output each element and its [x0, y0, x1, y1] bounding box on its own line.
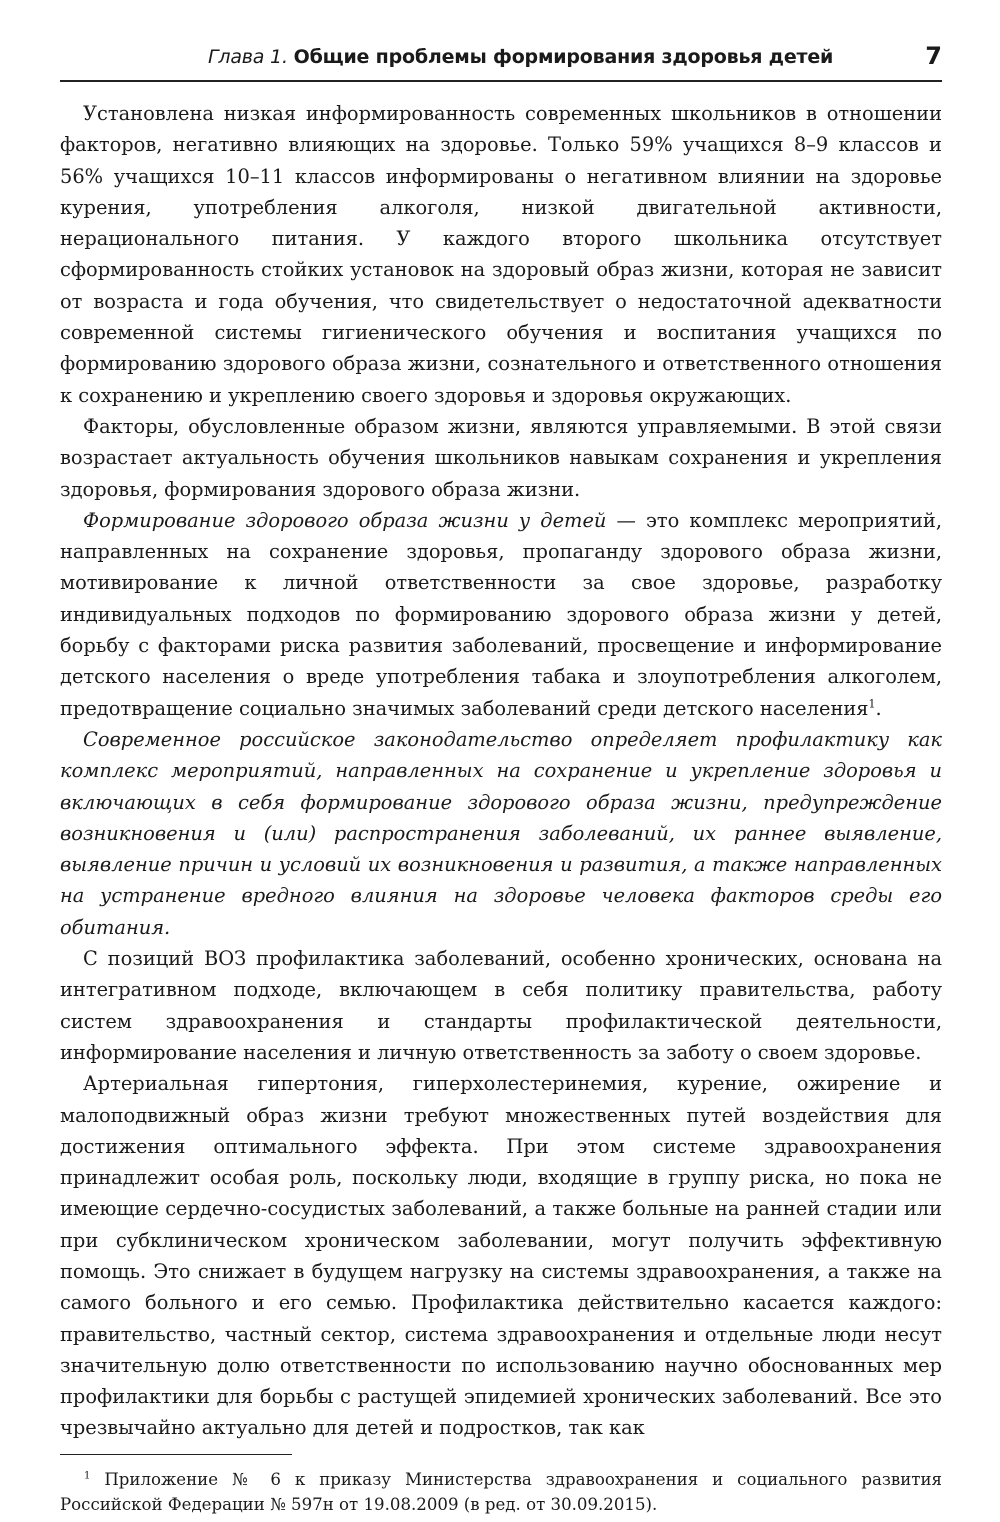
paragraph-3-definition	[60, 505, 942, 724]
paragraph-2	[60, 411, 942, 505]
paragraph-6	[60, 1068, 942, 1444]
defined-term: Формирование здорового образа жизни у детей	[83, 508, 607, 532]
book-page	[60, 40, 942, 1514]
footnote-text: Приложение № 6 к приказу Министерства здравоохранения и социального развития Российской Федерации № 597н от 19.08.2009 (в ред. от 30.09.2015).	[60, 1469, 942, 1514]
footnote-divider	[60, 1454, 292, 1455]
footnote-1	[60, 1467, 942, 1517]
chapter-number: Глава 1.	[208, 46, 288, 68]
running-header	[60, 40, 942, 82]
paragraph-text: Факторы, обусловленные образом жизни, являются управляемыми. В этой связи возрастает актуальность обучения школьников навыкам сохранения и укрепления здоровья, формирования здорового образа жизни.	[60, 414, 942, 501]
paragraph-text: Артериальная гипертония, гиперхолестеринемия, курение, ожирение и малоподвижный образ жизни требуют множественных путей воздействия для достижения оптимального эффекта. При этом системе здравоохранения принадлежит особая роль, поскольку люди, входящие в группу риска, но пока не имеющие сердечно-сосудистых заболеваний, а также больные на ранней стадии или при субклиническом хроническом заболевании, могут получить эффективную помощь. Это снижает в будущем нагрузку на системы здравоохранения, а также на самого больного и его семью. Профилактика действительно касается каждого: правительство, частный сектор, система здравоохранения и отдельные люди несут значительную долю ответственности по использованию научно обоснованных мер профилактики для борьбы с растущей эпидемией хронических заболеваний. Все это чрезвычайно актуально для детей и подростков, так как	[60, 1072, 942, 1440]
paragraph-1	[60, 98, 942, 411]
footnote-marker: 1	[84, 1470, 91, 1482]
paragraph-trailing: .	[875, 696, 882, 720]
page-number: 7	[925, 42, 942, 70]
paragraph-text: — это комплекс мероприятий, направленных на сохранение здоровья, пропаганду здорового образа жизни, мотивирование к личной ответственности за свое здоровье, разработку индивидуальных подходов по формированию здорового образа жизни у детей, борьбу с факторами риска развития заболеваний, просвещение и информирование детского населения о вреде употребления табака и злоупотребления алкоголем, предотвращение социально значимых заболеваний среди детского населения	[60, 508, 942, 720]
body-text	[60, 98, 942, 1444]
paragraph-text: С позиций ВОЗ профилактика заболеваний, особенно хронических, основана на интегративном подходе, включающем в себя политику правительства, работу систем здравоохранения и стандарты профилактической деятельности, информирование населения и личную ответственность за заботу о своем здоровье.	[60, 947, 942, 1064]
paragraph-text: Установлена низкая информированность современных школьников в отношении факторов, негативно влияющих на здоровье. Только 59% учащихся 8–9 классов и 56% учащихся 10–11 классов информированы о негативном влиянии на здоровье курения, употребления алкоголя, низкой двигательной активности, нерационального питания. У каждого второго школьника отсутствует сформированность стойких установок на здоровый образ жизни, которая не зависит от возраста и года обучения, что свидетельствует о недостаточной адекватности современной системы гигиенического обучения и воспитания учащихся по формированию здорового образа жизни, сознательного и ответственного отношения к сохранению и укреплению своего здоровья и здоровья окружающих.	[60, 102, 942, 407]
paragraph-5	[60, 943, 942, 1068]
paragraph-4-legal-definition	[60, 724, 942, 943]
chapter-title: Общие проблемы формирования здоровья детей	[293, 46, 834, 68]
paragraph-text: Современное российское законодательство определяет профилактику как комплекс мероприятий, направленных на сохранение и укрепление здоровья и включающих в себя формирование здорового образа жизни, предупреждение возникновения и (или) распространения заболеваний, их раннее выявление, выявление причин и условий их возникновения и развития, а также направленных на устранение вредного влияния на здоровье человека факторов среды его обитания.	[60, 727, 942, 939]
footnotes	[60, 1454, 942, 1517]
chapter-heading	[208, 46, 833, 68]
footnote-reference[interactable]: 1	[868, 697, 876, 711]
